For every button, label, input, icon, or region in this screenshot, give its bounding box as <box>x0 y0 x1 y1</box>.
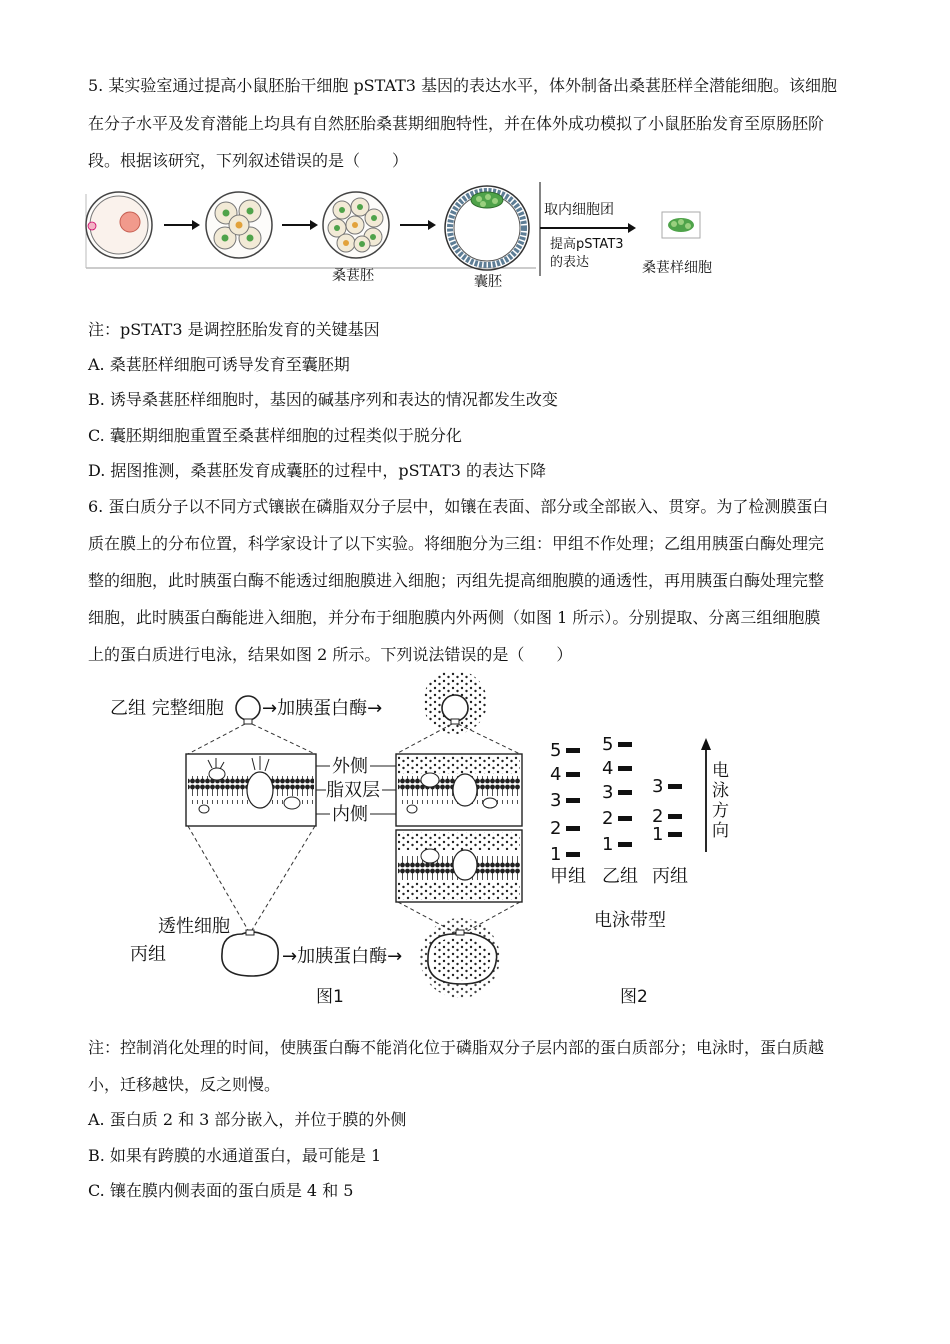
treated-cell-c <box>420 918 500 998</box>
membrane-trypsin-outside <box>396 754 522 826</box>
band-mark <box>566 772 580 777</box>
band-mark <box>668 784 682 789</box>
blastocyst <box>445 186 529 270</box>
q5-option-d: D. 据图推测，桑葚胚发育成囊胚的过程中，pSTAT3 的表达下降 <box>88 461 547 480</box>
band-mark <box>618 816 632 821</box>
four-cell-embryo <box>206 192 272 258</box>
band-label: 3 <box>550 790 562 811</box>
band-mark <box>618 842 632 847</box>
label-take-icm: 取内细胞团 <box>544 202 614 218</box>
q5-stem-line1: 5. 某实验室通过提高小鼠胚胎干细胞 pSTAT3 基因的表达水平，体外制备出桑葚胚样全潜能细胞。该细胞 <box>88 76 838 95</box>
direction-char-3: 方 <box>712 801 729 821</box>
band-mark <box>668 832 682 837</box>
q5-note: 注：pSTAT3 是调控胚胎发育的关键基因 <box>88 320 380 339</box>
q6-stem-line2: 质在膜上的分布位置，科学家设计了以下实验。将细胞分为三组：甲组不作处理；乙组用胰蛋白酶处理完 <box>88 534 825 553</box>
q5-stem-line3: 段。根据该研究，下列叙述错误的是（ ） <box>88 151 409 170</box>
membrane-untreated <box>186 754 316 826</box>
q6-note-line1: 注：控制消化处理的时间，使胰蛋白酶不能消化位于磷脂双分子层内部的蛋白质部分；电泳时，蛋白质越 <box>88 1038 825 1057</box>
band-mark <box>668 814 682 819</box>
label-group-b-intact-cell: 乙组 完整细胞 <box>110 698 224 719</box>
migration-direction-arrow <box>701 738 711 852</box>
band-mark <box>566 798 580 803</box>
label-permeable-cell: 透性细胞 <box>158 916 230 937</box>
lane-label-a: 甲组 <box>550 866 586 887</box>
arrow-1 <box>164 220 200 230</box>
label-lipid-bilayer: 脂双层 <box>326 780 380 801</box>
intact-cell-icon <box>236 696 260 720</box>
band-mark <box>618 766 632 771</box>
band-label: 1 <box>602 834 614 855</box>
band-mark <box>618 790 632 795</box>
q6-figure-1 <box>100 672 540 1012</box>
q6-stem-line5: 上的蛋白质进行电泳，结果如图 2 所示。下列说法错误的是（ ） <box>88 645 573 664</box>
morula <box>323 192 389 258</box>
band-label: 5 <box>550 740 562 761</box>
lane-label-b: 乙组 <box>602 866 638 887</box>
band-label: 3 <box>602 782 614 803</box>
figure-2-caption: 图2 <box>620 987 648 1006</box>
band-mark <box>566 852 580 857</box>
direction-char-1: 电 <box>712 761 729 781</box>
arrow-4 <box>540 223 636 233</box>
label-blastocyst: 囊胚 <box>474 274 502 290</box>
q6-option-c: C. 镶在膜内侧表面的蛋白质是 4 和 5 <box>88 1181 354 1200</box>
arrow-3 <box>400 220 436 230</box>
band-label: 2 <box>602 808 614 829</box>
band-label: 1 <box>652 824 664 845</box>
band-mark <box>566 748 580 753</box>
zygote-cell <box>86 192 152 258</box>
band-label: 1 <box>550 844 562 865</box>
q6-option-b: B. 如果有跨膜的水通道蛋白，最可能是 1 <box>88 1146 382 1165</box>
band-label: 2 <box>652 806 664 827</box>
q6-option-a: A. 蛋白质 2 和 3 部分嵌入，并位于膜的外侧 <box>88 1110 407 1129</box>
q6-note-line2: 小，迁移越快，反之则慢。 <box>88 1075 281 1094</box>
q5-option-b: B. 诱导桑葚胚样细胞时，基因的碱基序列和表达的情况都发生改变 <box>88 390 558 409</box>
figure-1-caption: 图1 <box>316 987 344 1007</box>
morula-like-cells <box>662 212 700 238</box>
q5-option-c: C. 囊胚期细胞重置至桑葚样细胞的过程类似于脱分化 <box>88 426 462 445</box>
band-mark <box>618 742 632 747</box>
q5-embryo-figure <box>84 180 744 295</box>
label-raise-pstat3: 提高pSTAT3 <box>550 237 624 252</box>
band-mark <box>566 826 580 831</box>
direction-char-4: 向 <box>712 821 729 841</box>
label-morula-like-cell: 桑葚样细胞 <box>642 260 712 276</box>
treated-cell-b <box>423 672 487 734</box>
band-label: 4 <box>602 758 614 779</box>
label-add-trypsin-top: →加胰蛋白酶→ <box>262 698 383 719</box>
lane-label-c: 丙组 <box>652 866 688 887</box>
label-add-trypsin-bottom: →加胰蛋白酶→ <box>282 946 403 967</box>
q6-figure-2 <box>540 726 740 1006</box>
q6-stem-line4: 细胞，此时胰蛋白酶能进入细胞，并分布于细胞膜内外两侧（如图 1 所示）。分别提取、分离三组细胞膜 <box>88 608 821 627</box>
permeable-cell-icon <box>222 932 278 976</box>
q5-option-a: A. 桑葚胚样细胞可诱导发育至囊胚期 <box>88 355 350 374</box>
band-label: 3 <box>652 776 664 797</box>
band-label: 2 <box>550 818 562 839</box>
label-group-c: 丙组 <box>130 944 166 965</box>
label-morula: 桑葚胚 <box>332 268 374 284</box>
band-label: 5 <box>602 734 614 755</box>
q6-stem-line1: 6. 蛋白质分子以不同方式镶嵌在磷脂双分子层中，如镶在表面、部分或全部嵌入、贯穿。为了检测膜蛋白 <box>88 497 829 516</box>
arrow-2 <box>282 220 318 230</box>
band-label: 4 <box>550 764 562 785</box>
membrane-trypsin-both-sides <box>396 830 522 902</box>
label-expression: 的表达 <box>550 255 590 270</box>
band-type-label: 电泳带型 <box>594 910 666 931</box>
direction-char-2: 泳 <box>712 781 729 801</box>
label-inner-side: 内侧 <box>332 804 368 825</box>
q6-stem-line3: 整的细胞，此时胰蛋白酶不能透过细胞膜进入细胞；丙组先提高细胞膜的通透性，再用胰蛋白酶处理完整 <box>88 571 825 590</box>
q5-stem-line2: 在分子水平及发育潜能上均具有自然胚胎桑葚期细胞特性，并在体外成功模拟了小鼠胚胎发育至原肠胚阶 <box>88 114 825 133</box>
label-outer-side: 外侧 <box>332 756 368 777</box>
